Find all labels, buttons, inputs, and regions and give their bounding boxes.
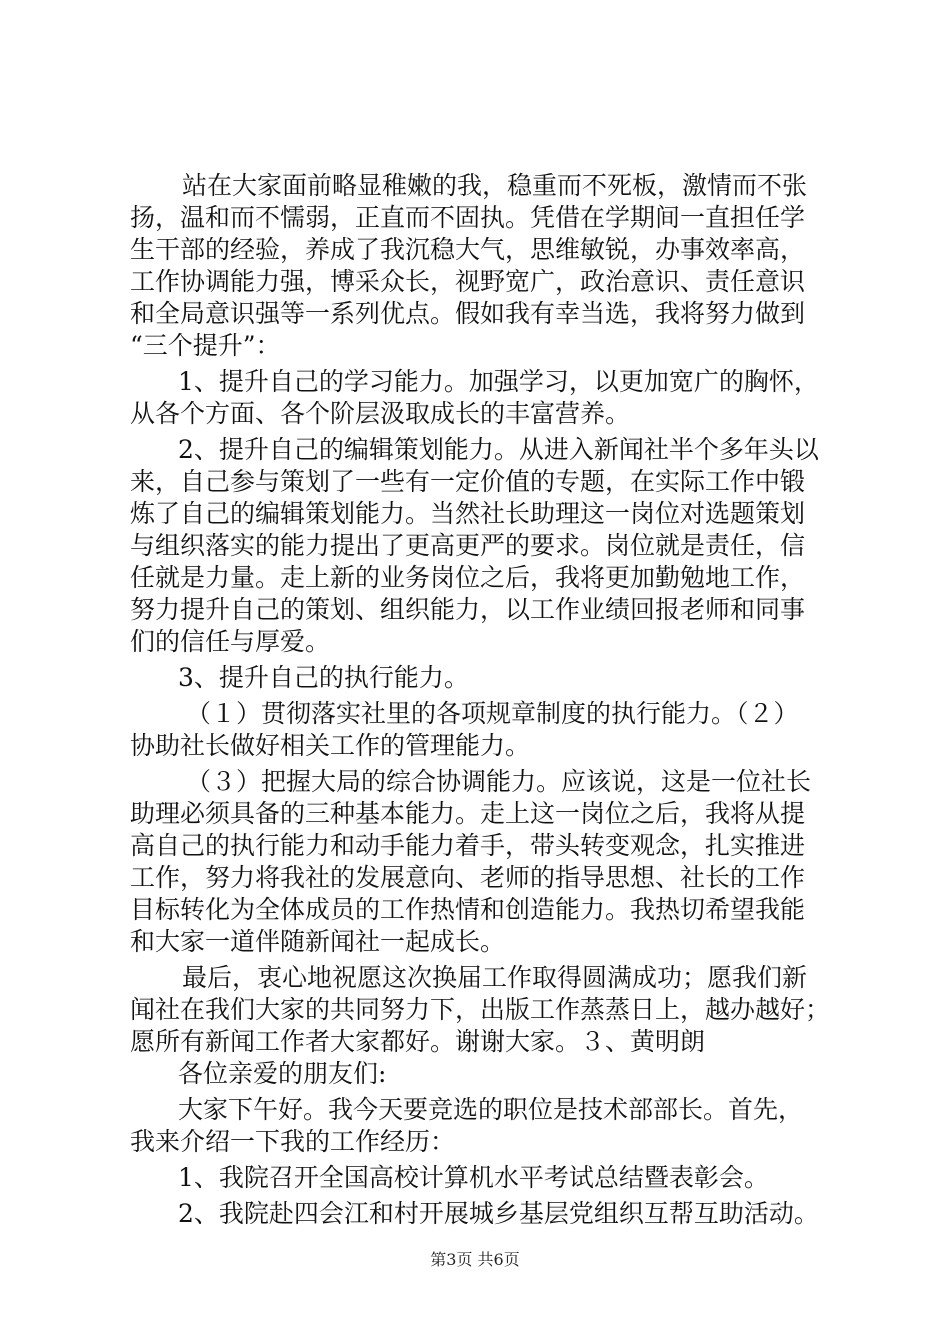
text-line: 各位亲爱的朋友们: [178,1059,387,1088]
text-line: 高自己的执行能力和动手能力着手，带头转变观念，扎实推进 [130,831,806,860]
text-line: 1、提升自己的学习能力。加强学习，以更加宽广的胸怀， [178,367,819,396]
text-line: 闻社在我们大家的共同努力下，出版工作蒸蒸日上，越办越好； [130,995,831,1024]
text-line: （３）把握大局的综合协调能力。应该说，这是一位社长 [186,767,812,796]
page-number: 第3页 共6页 [430,1250,520,1269]
text-line: （１）贯彻落实社里的各项规章制度的执行能力。（２） [186,699,799,728]
text-line: 努力提升自己的策划、组织能力，以工作业绩回报老师和同事 [130,595,806,624]
text-line: 大家下午好。我今天要竞选的职位是技术部部长。首先， [178,1095,804,1124]
text-line: 3、提升自己的执行能力。 [178,663,469,692]
text-line: 工作，努力将我社的发展意向、老师的指导思想、社长的工作 [130,863,806,892]
text-line: 从各个方面、各个阶层汲取成长的丰富营养。 [130,399,631,428]
text-line: 2、提升自己的编辑策划能力。从进入新闻社半个多年头以 [178,435,819,464]
text-line: 我来介绍一下我的工作经历： [130,1127,456,1156]
text-line: 和全局意识强等一系列优点。假如我有幸当选，我将努力做到 [130,299,806,328]
text-line: 站在大家面前略显稚嫩的我，稳重而不死板，激情而不张 [182,171,808,200]
text-line: 和大家一道伴随新闻社一起成长。 [130,927,506,956]
text-line: 任就是力量。走上新的业务岗位之后，我将更加勤勉地工作， [130,563,806,592]
text-line: 工作协调能力强，博采众长，视野宽广，政治意识、责任意识 [130,267,806,296]
text-line: 2、我院赴四会江和村开展城乡基层党组织互帮互助活动。 [178,1199,819,1228]
text-line: 炼了自己的编辑策划能力。当然社长助理这一岗位对选题策划 [130,499,806,528]
document-body [130,170,830,1230]
text-line: 最后，衷心地祝愿这次换届工作取得圆满成功；愿我们新 [182,963,808,992]
text-line: 来，自己参与策划了一些有一定价值的专题，在实际工作中锻 [130,467,806,496]
text-line: 们的信任与厚爱。 [130,627,331,656]
text-line: 愿所有新闻工作者大家都好。谢谢大家。３、黄明朗 [130,1027,706,1056]
text-line: 1、我院召开全国高校计算机水平考试总结暨表彰会。 [178,1163,769,1192]
text-line: 生干部的经验，养成了我沉稳大气，思维敏锐，办事效率高， [130,235,806,264]
text-line: 与组织落实的能力提出了更高更严的要求。岗位就是责任，信 [130,531,806,560]
text-line: 扬，温和而不懦弱，正直而不固执。凭借在学期间一直担任学 [130,203,806,232]
text-line: 目标转化为全体成员的工作热情和创造能力。我热切希望我能 [130,895,806,924]
text-line: 助理必须具备的三种基本能力。走上这一岗位之后，我将从提 [130,799,806,828]
text-line: “三个提升”： [130,331,281,360]
text-line: 协助社长做好相关工作的管理能力。 [130,731,531,760]
